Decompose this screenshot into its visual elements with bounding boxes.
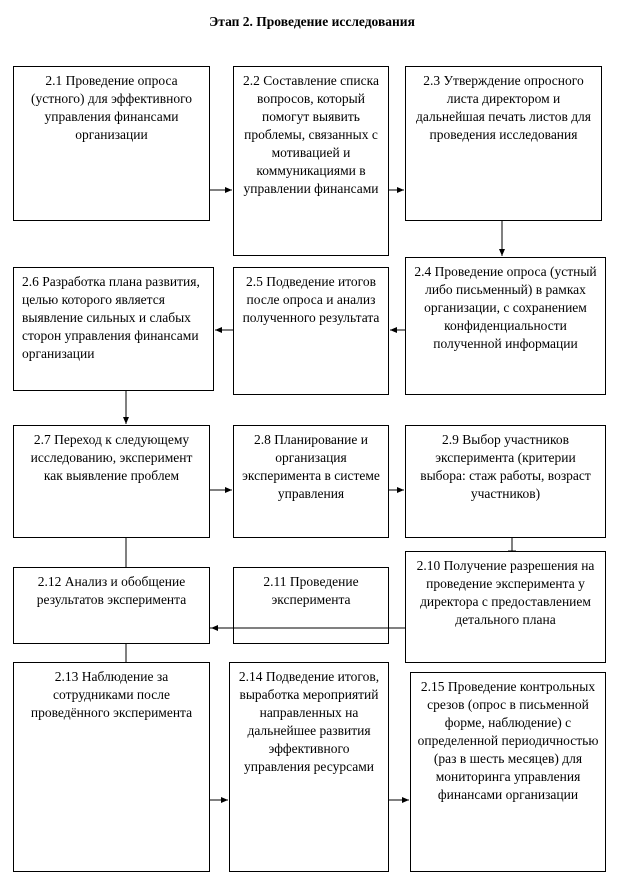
step-2-9-box: 2.9 Выбор участников эксперимента (критерии выбора: стаж работы, возраст участников) — [405, 425, 606, 538]
step-2-5-box: 2.5 Подведение итогов после опроса и анализ полученного результата — [233, 267, 389, 395]
step-2-6-box: 2.6 Разработка плана развития, целью которого является выявление сильных и слабых сторон управления финансами организации — [13, 267, 214, 391]
step-2-4-box: 2.4 Проведение опроса (устный либо письменный) в рамках организации, с сохранением конфиденциальности полученной информации — [405, 257, 606, 395]
step-2-10-box: 2.10 Получение разрешения на проведение эксперимента у директора с предоставлением детального плана — [405, 551, 606, 663]
step-2-3-box: 2.3 Утверждение опросного листа директором и дальнейшая печать листов для проведения исследования — [405, 66, 602, 221]
step-2-14-box: 2.14 Подведение итогов, выработка мероприятий направленных на дальнейшее развития эффективного управления ресурсами — [229, 662, 389, 872]
page-title: Этап 2. Проведение исследования — [209, 14, 415, 29]
step-2-13-box: 2.13 Наблюдение за сотрудниками после проведённого эксперимента — [13, 662, 210, 872]
step-2-8-box: 2.8 Планирование и организация эксперимента в системе управления — [233, 425, 389, 538]
step-2-15-box: 2.15 Проведение контрольных срезов (опрос в письменной форме, наблюдение) с определенной периодичностью (раз в шесть месяцев) для мониторинга управления финансами организации — [410, 672, 606, 872]
step-2-1-box: 2.1 Проведение опроса (устного) для эффективного управления финансами организации — [13, 66, 210, 221]
step-2-7-box: 2.7 Переход к следующему исследованию, эксперимент как выявление проблем — [13, 425, 210, 538]
step-2-12-box: 2.12 Анализ и обобщение результатов эксперимента — [13, 567, 210, 644]
step-2-2-box: 2.2 Составление списка вопросов, который помогут выявить проблемы, связанных с мотивацией и коммуникациями в управлении финансами — [233, 66, 389, 256]
step-2-11-box: 2.11 Проведение эксперимента — [233, 567, 389, 644]
